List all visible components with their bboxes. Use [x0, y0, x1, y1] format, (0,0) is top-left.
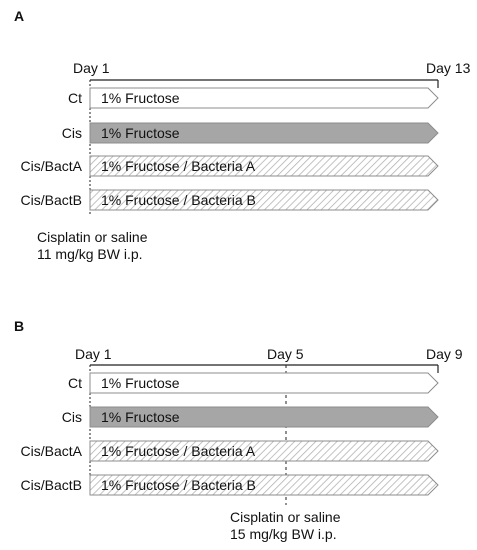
panel-b-bar-label-cis-bactb: 1% Fructose / Bacteria B	[101, 477, 256, 493]
panel-b-row-label-cis-bacta: Cis/BactA	[20, 443, 82, 459]
panel-a-bar-label-cis: 1% Fructose	[101, 125, 180, 141]
panel-b-injection-note-line1: Cisplatin or saline	[230, 509, 341, 525]
panel-a-bar-label-cis-bacta: 1% Fructose / Bacteria A	[101, 158, 256, 174]
panel-b-bar-label-cis: 1% Fructose	[101, 409, 180, 425]
panel-a-injection-note-line1: Cisplatin or saline	[37, 229, 148, 245]
panel-a-bar-label-ct: 1% Fructose	[101, 90, 180, 106]
panel-a-row-label-cis-bacta: Cis/BactA	[20, 158, 82, 174]
panel-b-bar-label-ct: 1% Fructose	[101, 375, 180, 391]
panel-b-row-label-cis: Cis	[61, 409, 82, 425]
panel-a-row-label-ct: Ct	[68, 90, 82, 106]
panel-a-day-start-label: Day 1	[73, 60, 110, 76]
panel-b-day-mid-label: Day 5	[267, 346, 304, 362]
panel-a-injection-note-line2: 11 mg/kg BW i.p.	[37, 246, 143, 262]
panel-b-injection-note-line2: 15 mg/kg BW i.p.	[230, 526, 337, 542]
panel-a-bar-label-cis-bactb: 1% Fructose / Bacteria B	[101, 192, 256, 208]
panel-b-row-label-ct: Ct	[68, 375, 82, 391]
panel-a-row-label-cis: Cis	[61, 125, 82, 141]
panel-b-letter: B	[14, 318, 25, 334]
panel-b-day-start-label: Day 1	[75, 346, 112, 362]
panel-a-row-label-cis-bactb: Cis/BactB	[20, 192, 82, 208]
panel-a-day-end-label: Day 13	[426, 60, 471, 76]
panel-b-bar-label-cis-bacta: 1% Fructose / Bacteria A	[101, 443, 256, 459]
panel-b-day-end-label: Day 9	[426, 346, 463, 362]
panel-b-row-label-cis-bactb: Cis/BactB	[20, 477, 82, 493]
panel-a-letter: A	[14, 8, 25, 24]
